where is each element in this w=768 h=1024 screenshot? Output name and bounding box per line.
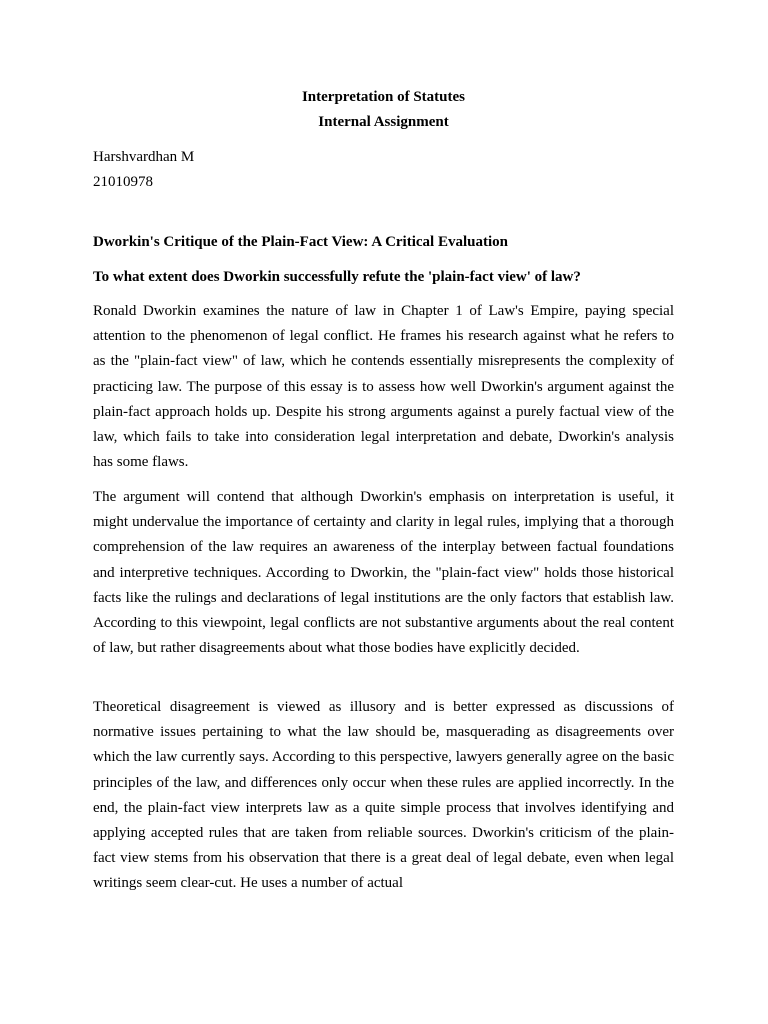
paragraph-3: Theoretical disagreement is viewed as illusory and is better expressed as discussions of normative issues pertaining to what the law should be, masquerading as disagreements over which the law currently says. According to this perspective, lawyers generally agree on the basic principles of the law, and differences only occur when these rules are applied incorrectly. In the end, the plain-fact view interprets law as a quite simple process that involves identifying and applying accepted rules that are taken from reliable sources. Dworkin's criticism of the plain-fact view stems from his observation that there is a great deal of legal debate, even when legal writings seem clear-cut. He uses a number of actual	[93, 699, 674, 892]
document-title: Interpretation of Statutes	[301, 89, 466, 105]
essay-title: Dworkin's Critique of the Plain-Fact View: A Critical Evaluation	[93, 234, 508, 250]
author-name: Harshvardhan M	[93, 149, 195, 165]
essay-question: To what extent does Dworkin successfully refute the 'plain-fact view' of law?	[93, 269, 581, 285]
paragraph-1: Ronald Dworkin examines the nature of law in Chapter 1 of Law's Empire, paying special attention to the phenomenon of legal conflict. He frames his research against what he refers to as the "plain-fact view" of law, which he contends essentially misrepresents the complexity of practicing law. The purpose of this essay is to assess how well Dworkin's argument against the plain-fact approach holds up. Despite his strong arguments against a purely factual view of the law, which fails to take into consideration legal interpretation and debate, Dworkin's analysis has some flaws.	[93, 303, 674, 471]
paragraph-2: The argument will contend that although Dworkin's emphasis on interpretation is useful, it might undervalue the importance of certainty and clarity in legal rules, implying that a thorough comprehension of the law requires an awareness of the interplay between factual foundations and interpretive techniques. According to Dworkin, the "plain-fact view" holds those historical facts like the rulings and declarations of legal institutions are the only factors that establish law. According to this viewpoint, legal conflicts are not substantive arguments about the real content of law, but rather disagreements about what those bodies have explicitly decided.	[93, 489, 674, 657]
student-id: 21010978	[93, 174, 153, 190]
document-subtitle: Internal Assignment	[318, 114, 449, 130]
